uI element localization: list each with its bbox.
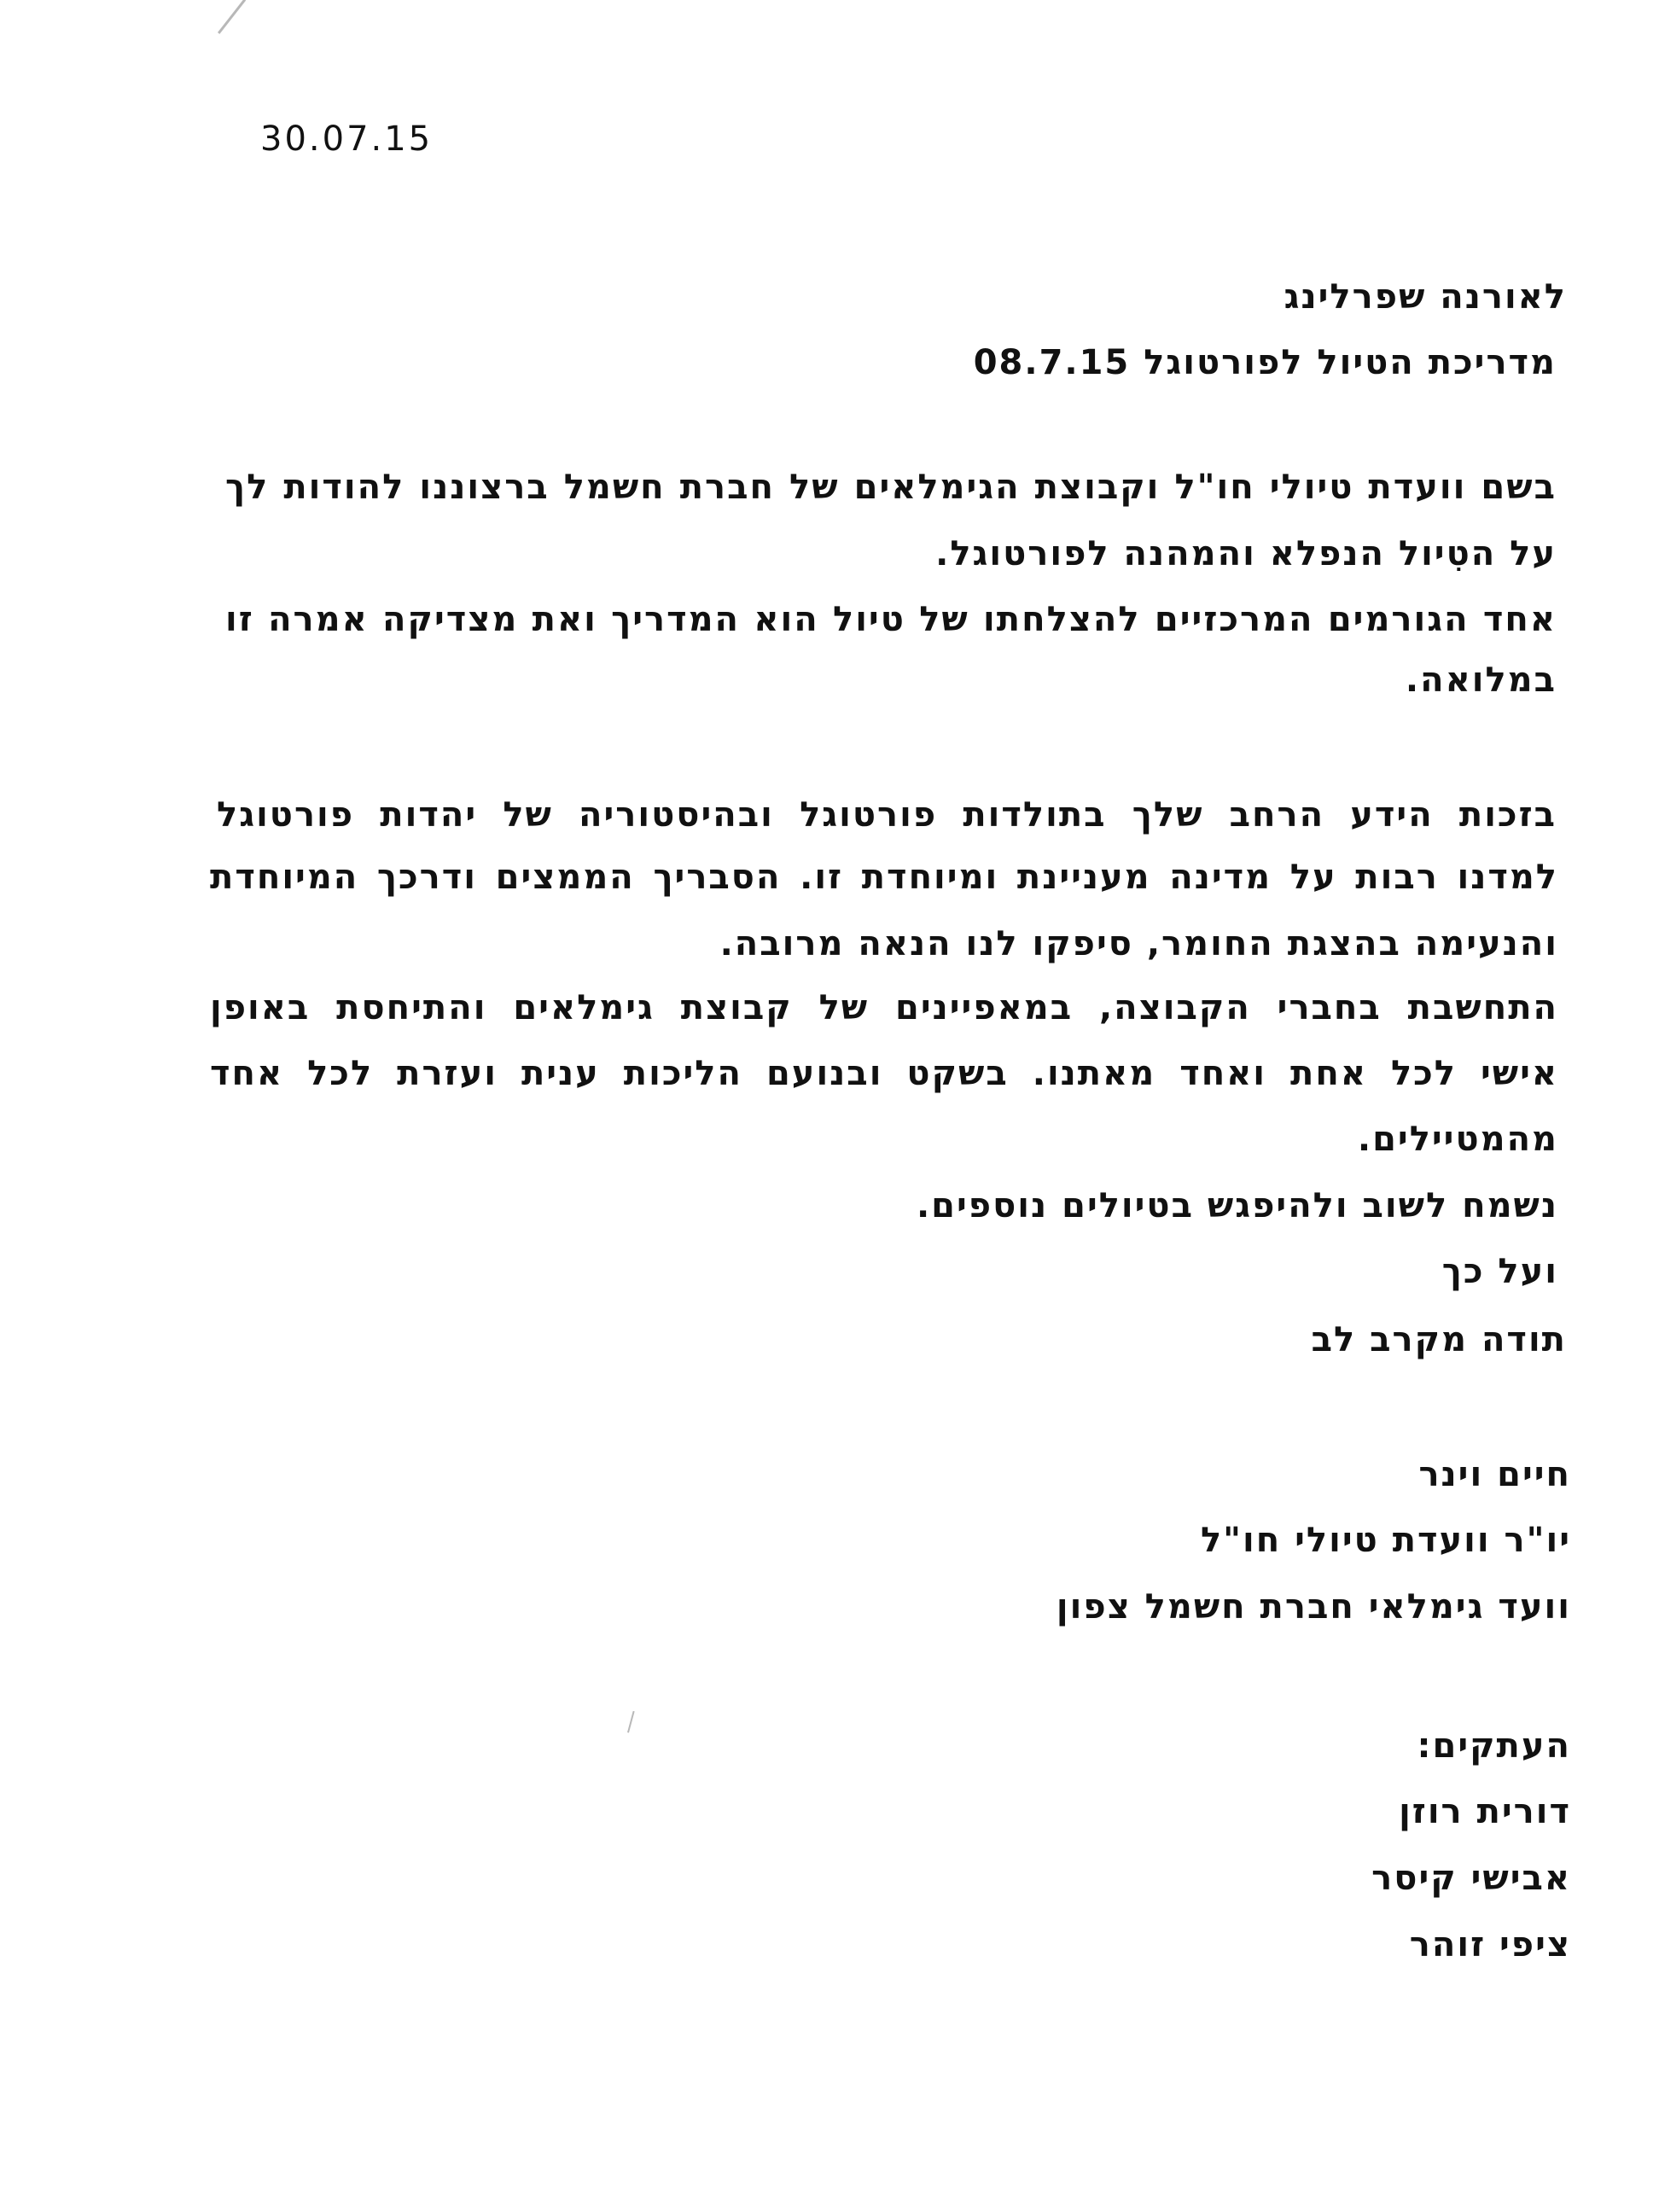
copies-heading: העתקים: xyxy=(1417,1726,1571,1766)
letter-date: 30.07.15 xyxy=(260,119,434,159)
paragraph2-line: מהמטיילים. xyxy=(1357,1120,1558,1159)
copy-recipient: ציפי זוהר xyxy=(1409,1925,1571,1965)
paragraph1-line: בשם וועדת טיולי חו"ל וקבוצת הגימלאים של חברת חשמל ברצוננו להודות לך xyxy=(225,468,1557,507)
recipient-role: מדריכת הטיול לפורטוגל 08.7.15 xyxy=(973,343,1557,382)
copy-recipient: דורית רוזן xyxy=(1399,1792,1571,1831)
paragraph2-line: למדנו רבות על מדינה מעניינת ומיוחדת זו. הסבריך הממצים ודרכך המיוחדת xyxy=(210,858,1558,897)
paragraph1-line: על הטִיול הנפלא והמהנה לפורטוגל. xyxy=(935,534,1557,573)
paragraph1-line: אחד הגורמים המרכזיים להצלחתו של טיול הוא המדריך ואת מצדיקה אמרה זו xyxy=(225,600,1557,639)
copy-recipient: אבישי קיסר xyxy=(1371,1859,1571,1898)
signature-title: יו"ר וועדת טיולי חו"ל xyxy=(1200,1521,1571,1560)
paragraph2-line: ועל כך xyxy=(1441,1252,1558,1291)
paragraph2-line: התחשבת בחברי הקבוצה, במאפיינים של קבוצת גימלאים והתיחסת באופן xyxy=(210,988,1558,1027)
paragraph2-line: אישי לכל אחת ואחד מאתנו. בשקט ובנועם הליכות ענית ועזרת לכל אחד xyxy=(210,1054,1558,1093)
signature-name: חיים וינר xyxy=(1418,1455,1571,1494)
paragraph2-line: בזכות הידע הרחב שלך בתולדות פורטוגל ובהיסטוריה של יהדות פורטוגל xyxy=(217,795,1557,835)
scan-mark-top xyxy=(218,0,246,34)
paragraph1-line: במלואה. xyxy=(1405,661,1557,700)
scan-mark-middle xyxy=(627,1711,635,1733)
paragraph2-line: והנעימה בהצגת החומר, סיפקו לנו הנאה מרובה. xyxy=(719,924,1558,963)
signature-organization: וועד גימלאי חברת חשמל צפון xyxy=(1056,1587,1571,1627)
recipient-name: לאורנה שפרלינג xyxy=(1284,277,1567,317)
paragraph2-line: נשמח לשוב ולהיפגש בטיולים נוספים. xyxy=(916,1186,1558,1225)
paragraph2-line: תודה מקרב לב xyxy=(1311,1320,1567,1359)
